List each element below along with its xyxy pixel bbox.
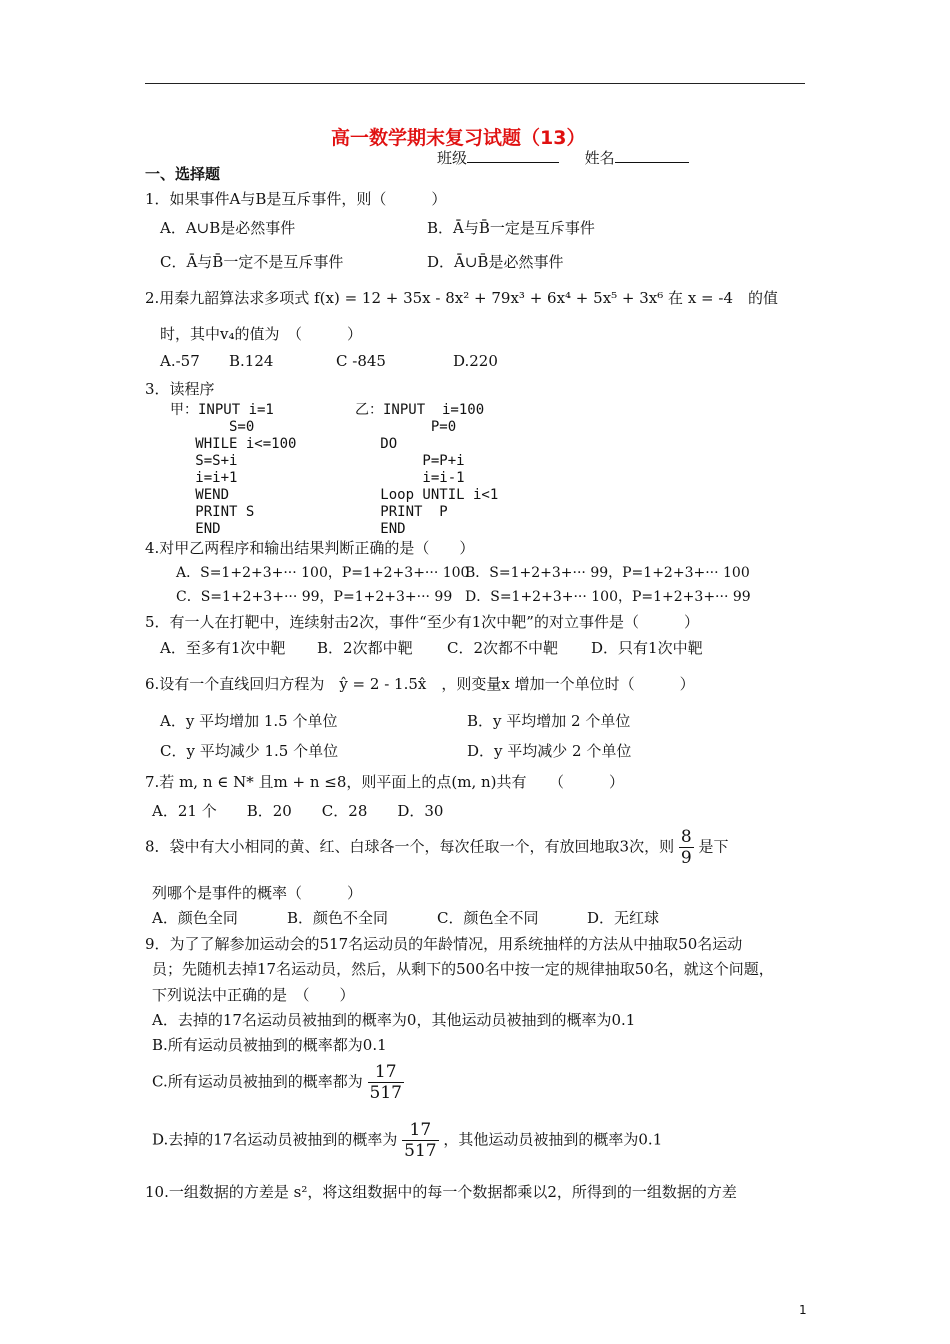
section-heading: 一、选择题 <box>145 165 221 183</box>
q1-stem: 1．如果事件A与B是互斥事件，则（ ） <box>145 190 447 208</box>
q8-stem-cont: 列哪个是事件的概率（ ） <box>152 884 363 902</box>
program-line: DO <box>355 436 398 452</box>
q9-option-a: A．去掉的17名运动员被抽到的概率为0，其他运动员被抽到的概率为0.1 <box>152 1011 636 1029</box>
q9-option-c-text: C.所有运动员被抽到的概率都为 <box>152 1072 363 1091</box>
q9-c-fraction <box>368 1062 404 1103</box>
q6-option-d: D．y 平均减少 2 个单位 <box>467 742 632 760</box>
program-jia <box>170 402 296 538</box>
program-yi <box>355 402 498 538</box>
program-line: P=0 <box>355 419 457 435</box>
q9-line-2: 员；先随机去掉17名运动员，然后，从剩下的500名中按一定的规律抽取50名，就这个问题， <box>152 960 774 978</box>
q2-stem: 2.用秦九韶算法求多项式 f(x) = 12 + 35x - 8x² + 79x³ + 6x⁴ + 5x⁵ + 3x⁶ 在 x = -4 的值 <box>145 289 778 307</box>
q10-stem: 10.一组数据的方差是 s²，将这组数据中的每一个数据都乘以2，所得到的一组数据的方差 <box>145 1183 737 1201</box>
q2-option-b: B.124 <box>229 352 274 370</box>
q1-option-c: C．Ā与B̄一定不是互斥事件 <box>160 253 344 271</box>
q6-stem: 6.设有一个直线回归方程为 ŷ = 2 - 1.5x̂ ，则变量x 增加一个单位时（ ） <box>145 675 695 693</box>
page-number: 1 <box>799 1303 807 1317</box>
q5-stem: 5．有一人在打靶中，连续射击2次，事件“至少有1次中靶”的对立事件是（ ） <box>145 613 699 631</box>
q9-d-denominator: 517 <box>404 1141 437 1161</box>
q5-option-a: A．至多有1次中靶 <box>160 639 286 657</box>
q6-option-a: A．y 平均增加 1.5 个单位 <box>160 712 338 730</box>
q7-stem: 7.若 m, n ∈ N* 且m + n ≤8，则平面上的点(m, n)共有 （ ） <box>145 773 625 791</box>
q9-option-d <box>152 1120 662 1161</box>
q4-stem: 4.对甲乙两程序和输出结果判断正确的是（ ） <box>145 539 475 557</box>
q5-option-c: C．2次都不中靶 <box>447 639 559 657</box>
program-line: END <box>170 521 221 537</box>
q9-d-fraction <box>402 1120 438 1161</box>
q4-option-b: B．S=1+2+3+··· 99，P=1+2+3+··· 100 <box>465 565 750 581</box>
program-line: S=S+i <box>170 453 238 469</box>
q7-options: A．21 个 B．20 C．28 D．30 <box>152 802 444 820</box>
q4-option-c: C．S=1+2+3+··· 99，P=1+2+3+··· 99 <box>176 589 453 605</box>
q4-option-a: A．S=1+2+3+··· 100，P=1+2+3+··· 100 <box>176 565 470 581</box>
q2-option-d: D.220 <box>453 352 498 370</box>
q9-line-1: 9．为了了解参加运动会的517名运动员的年龄情况，用系统抽样的方法从中抽取50名运动 <box>145 935 743 953</box>
q2-option-a: A.-57 <box>160 352 200 370</box>
q5-option-d: D．只有1次中靶 <box>591 639 703 657</box>
q9-option-c <box>152 1062 404 1103</box>
q9-option-d-text: D.去掉的17名运动员被抽到的概率为 <box>152 1130 398 1149</box>
program-line: i=i+1 <box>170 470 238 486</box>
q6-option-c: C．y 平均减少 1.5 个单位 <box>160 742 339 760</box>
q9-option-b: B.所有运动员被抽到的概率都为0.1 <box>152 1036 387 1054</box>
program-line: S=0 <box>170 419 255 435</box>
q1-option-b: B．Ā与B̄一定是互斥事件 <box>427 219 595 237</box>
q8-option-a: A．颜色全同 <box>152 909 238 927</box>
program-line: PRINT P <box>355 504 448 520</box>
q8-fraction <box>679 827 694 868</box>
q6-option-b: B．y 平均增加 2 个单位 <box>467 712 631 730</box>
name-label: 姓名 <box>584 149 615 167</box>
q3-stem: 3．读程序 <box>145 380 215 398</box>
q8-stem-tail: 是下 <box>698 837 729 856</box>
q9-option-d-tail: ，其他运动员被抽到的概率为0.1 <box>443 1130 663 1149</box>
program-line: END <box>355 521 406 537</box>
q8-fraction-numerator: 8 <box>680 827 692 847</box>
q9-d-numerator: 17 <box>402 1120 438 1141</box>
name-blank[interactable] <box>615 148 689 163</box>
q4-option-d: D．S=1+2+3+··· 100，P=1+2+3+··· 99 <box>465 589 751 605</box>
q8-option-d: D．无红球 <box>587 909 660 927</box>
q8-stem-text: 8．袋中有大小相同的黄、红、白球各一个，每次任取一个，有放回地取3次，则 <box>145 837 675 856</box>
program-line: WHILE i<=100 <box>170 436 297 452</box>
program-line: P=P+i <box>355 453 465 469</box>
q2-option-c: C -845 <box>336 352 386 370</box>
program-line: i=i-1 <box>355 470 465 486</box>
q1-option-d: D．Ā∪B̄是必然事件 <box>427 253 564 271</box>
page-title: 高一数学期末复习试题（13） <box>331 127 586 149</box>
q9-line-3: 下列说法中正确的是 （ ） <box>152 986 355 1004</box>
class-name-line <box>437 147 689 168</box>
program-line: Loop UNTIL i<1 <box>355 487 499 503</box>
q9-c-denominator: 517 <box>369 1083 402 1103</box>
class-label: 班级 <box>437 149 468 167</box>
header-rule <box>145 83 805 84</box>
q9-c-numerator: 17 <box>368 1062 404 1083</box>
q1-option-a: A．A∪B是必然事件 <box>160 219 296 237</box>
program-line: WEND <box>170 487 230 503</box>
q8-option-c: C．颜色全不同 <box>437 909 539 927</box>
q8-fraction-denominator: 9 <box>680 848 692 868</box>
q2-stem-cont: 时，其中v₄的值为 （ ） <box>160 325 362 343</box>
q8-option-b: B．颜色不全同 <box>287 909 389 927</box>
program-line: 甲：INPUT i=1 <box>170 402 274 418</box>
program-line: 乙：INPUT i=100 <box>355 402 485 418</box>
q5-option-b: B．2次都中靶 <box>317 639 413 657</box>
program-line: PRINT S <box>170 504 255 520</box>
class-blank[interactable] <box>467 148 559 163</box>
q8-stem <box>145 827 729 868</box>
